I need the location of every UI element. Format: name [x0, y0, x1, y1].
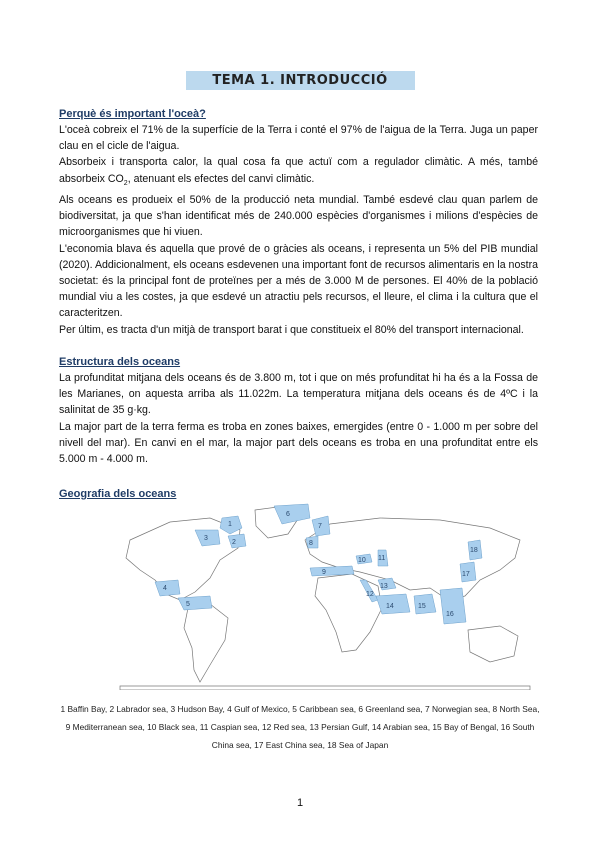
paragraph: La major part de la terra ferma es troba en zones baixes, emergides (entre 0 - 1.000 m per sobre del nivell del mar). En canvi en el mar, la major part dels oceans es troba en una profunditat entre els 5.000 m - 4.000 m.: [59, 420, 538, 466]
section-structure: [59, 354, 538, 467]
sea-caribbean: [178, 596, 212, 610]
paragraph: La profunditat mitjana dels oceans és de 3.800 m, tot i que on més profunditat hi ha és a la Fossa de les Marianes, on aquesta arriba als 11.022m. La temperatura mitjana dels oceans és de 4ºC i la salinitat de 35 g·kg.: [59, 372, 538, 417]
map-label: 9: [322, 569, 326, 576]
world-seas-map: [60, 500, 542, 690]
paragraph: Per últim, es tracta d'un mitjà de transport barat i que constitueix el 80% del transport internacional.: [59, 323, 524, 336]
sea-south-china: [440, 588, 466, 624]
map-label: 4: [163, 585, 167, 592]
sea-mediterranean: [310, 566, 354, 576]
continent-africa: [315, 574, 382, 652]
section-why-ocean: [59, 106, 538, 338]
continent-antarctica: [120, 686, 530, 690]
paragraph: L'oceà cobreix el 71% de la superfície de la Terra i conté el 97% de l'aigua de la Terra. Juga un paper clau en el cicle de l'aigua.: [59, 124, 538, 153]
continent-australia: [468, 626, 518, 662]
map-caption: 1 Baffin Bay, 2 Labrador sea, 3 Hudson Bay, 4 Gulf of Mexico, 5 Caribbean sea, 6 Greenland sea, 7 Norwegian sea, 8 North Sea, 9 Mediterranean sea, 10 Black sea, 11 Caspian sea, 12 Red sea, 13 Persian Gulf, 14 Arabian sea, 15 Bay of Bengal, 16 South China sea, 17 East China sea, 18 Sea of Japan: [60, 704, 540, 750]
map-label: 3: [204, 535, 208, 542]
map-label: 14: [386, 603, 394, 610]
map-label: 17: [462, 571, 470, 578]
paragraph: Als oceans es produeix el 50% de la producció neta mundial. També esdevé clau quan parlem de biodiversitat, ja que s'han identificat més de 240.000 espècies d'organismes i milions d'espècies de microorganismes que hi viuen.: [59, 193, 538, 239]
section-heading: Perquè és important l'oceà?: [59, 108, 206, 120]
continent-south-america: [184, 604, 228, 682]
map-label: 13: [380, 583, 388, 590]
continent-north-america: [126, 518, 240, 600]
section-heading: Geografia dels oceans: [59, 488, 177, 500]
map-label: 2: [232, 539, 236, 546]
title-banner: [0, 71, 600, 90]
paragraph: L'economia blava és aquella que prové de o gràcies als oceans, i representa un 5% del PIB mundial (2020). Addicionalment, els oceans esdevenen una important font de recursos alimentaris en la nostra societat: és la principal font de proteïnes per a més de 3.000 M de persones. El 40% de la població mundial viu a les costes, ja que esdevé un atractiu pels recursos, el lleure, el clima i la cultura que el caracteritzen.: [59, 242, 538, 320]
section-heading: Estructura dels oceans: [59, 356, 181, 368]
map-label: 6: [286, 511, 290, 518]
map-label: 15: [418, 603, 426, 610]
map-label: 8: [309, 540, 313, 547]
map-label: 10: [358, 557, 366, 564]
paragraph-co2: Absorbeix i transporta calor, la qual cosa fa que actuï com a regulador climàtic. A més, també absorbeix $CO_2$, atenuant els efectes del canvi climàtic.: [59, 156, 538, 187]
map-label: 18: [470, 547, 478, 554]
map-label: 1: [228, 521, 232, 528]
map-label: 5: [186, 601, 190, 608]
map-label: 12: [366, 591, 374, 598]
map-label: 11: [378, 555, 386, 562]
page-number: 1: [296, 797, 304, 809]
sea-gulf-mexico: [155, 580, 180, 596]
page-title: TEMA 1. INTRODUCCIÓ: [186, 71, 415, 90]
map-label: 16: [446, 611, 454, 618]
map-label: 7: [318, 523, 322, 530]
